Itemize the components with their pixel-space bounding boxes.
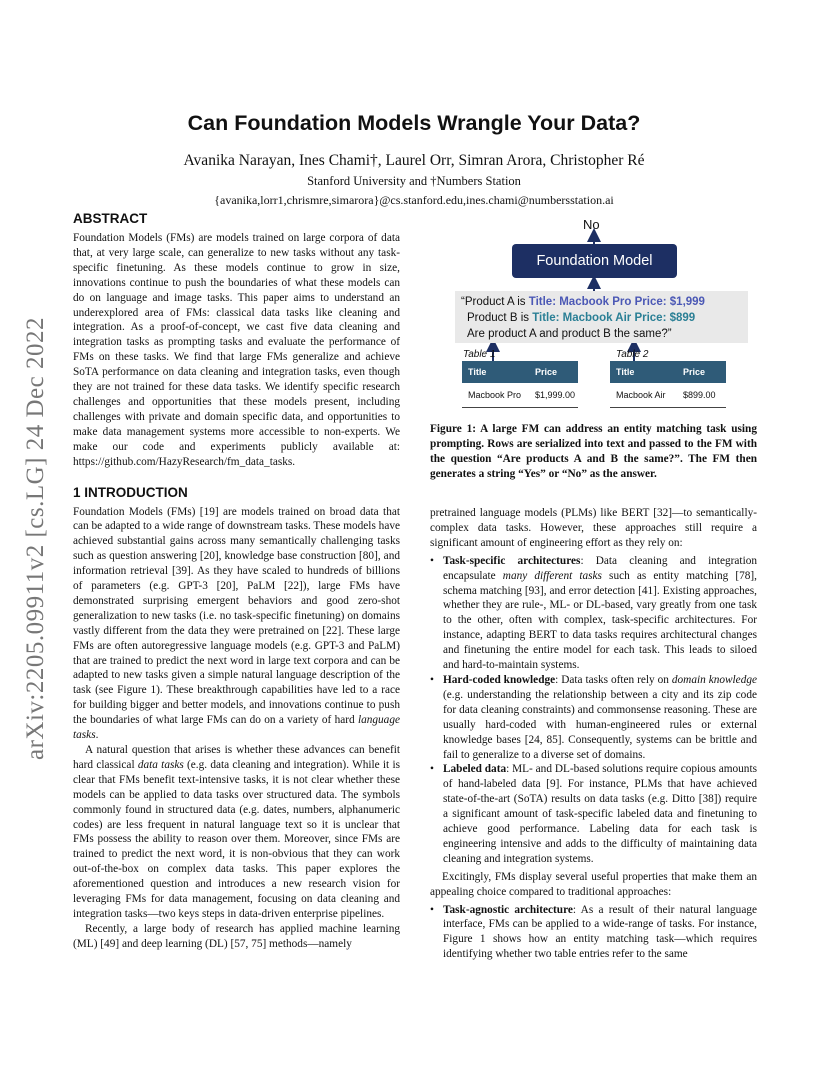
table2-row: Macbook Air $899.00 bbox=[610, 383, 726, 408]
paper-title: Can Foundation Models Wrangle Your Data? bbox=[187, 111, 641, 135]
right-paragraph-2: Excitingly, FMs display several useful properties that make them an appealing choice compared to traditional approaches: bbox=[430, 870, 757, 898]
list-item: • Labeled data: ML- and DL-based solutions require copious amounts of hand-labeled data [9]. For instance, PLMs that have achieved state-of-the-art (SoTA) results on data tasks (e.g. Ditto [38]) require a significant amount of task-specific labeled data and finetuning to achieve good performance. Labeling data for each task is engineering intensive and adds to the difficulty of maintaining data cleaning and integration systems. bbox=[430, 762, 757, 866]
list-item: • Hard-coded knowledge: Data tasks often rely on domain knowledge (e.g. understanding the relationship between a city and its zip code for data cleaning constraints) and commonsense reasoning. These are usually hard-coded with human-engineered rules or external knowledge bases [24, 85]. Consequently, systems can be brittle and fail to generalize to a diverse set of domains. bbox=[430, 673, 757, 762]
intro-paragraph-3: Recently, a large body of research has applied machine learning (ML) [49] and deep learning (DL) [57, 75] methods—namely bbox=[73, 922, 400, 950]
emails: {avanika,lorr1,chrismre,simarora}@cs.stanford.edu,ines.chami@numbersstation.ai bbox=[214, 193, 614, 207]
table-2 bbox=[610, 361, 726, 408]
challenges-list bbox=[430, 554, 757, 867]
prompt-line-3: Are product A and product B the same?” bbox=[467, 328, 672, 340]
table-1 bbox=[462, 361, 578, 408]
right-paragraph-1: pretrained language models (PLMs) like BERT [32]—to semantically-complex data tasks. However, these approaches still require a significant amount of engineering effort as they rely on: bbox=[430, 507, 757, 549]
left-column bbox=[73, 211, 400, 952]
abstract-heading: ABSTRACT bbox=[73, 211, 148, 226]
affiliation: Stanford University and †Numbers Station bbox=[307, 174, 521, 188]
figure-1 bbox=[450, 213, 750, 408]
table1-row: Macbook Pro $1,999.00 bbox=[462, 383, 578, 408]
intro-paragraph-1: Foundation Models (FMs) [19] are models trained on broad data that can be adapted to a wide range of downstream tasks. These models have achieved substantial gains across many semantically challenging tasks such as question answering [20], knowledge base construction [80], and information retrieval [39]. As they have scaled to hundreds of billions of parameters (e.g. GPT-3 [20], PaLM [22]), large FMs have demonstrated surprising emergent behaviors and good zero-shot generalization to new tasks (i.e. no task-specific finetuning) on domains vastly different from the data they were pretrained on [22]. These large FMs are often autoregressive language models (e.g. GPT-3 and PaLM) that are trained to predict the next word in large text corpora and can be adapted to new tasks given a simple natural language description of the task (see Figure 1). These breakthrough capabilities have led to a race for building bigger and better models, and innovations continue to push the boundaries of what large FMs can do on a variety of hard language tasks. bbox=[73, 505, 400, 742]
table1-label: Table 1 bbox=[463, 349, 496, 360]
prompt-line-2: Product B is Title: Macbook Air Price: $899 bbox=[467, 312, 696, 324]
intro-paragraph-2: A natural question that arises is whether these advances can benefit hard classical data tasks (e.g. data cleaning and integration). While it is clear that FMs benefit text-intensive tasks, it is not clear whether these models can be applied to data tasks over structured data. The symbols commonly found in structured data (e.g. dates, numbers, alphanumeric codes) are less frequent in natural language text so it is unclear that FMs possess the ability to reason over them. Moreover, since FMs are trained to predict the next word, it is non-obvious that they can work out-of-the-box on complex data tasks. This paper explores the aforementioned question and introduces a new research vision for leveraging FMs for data management, focusing on data cleaning and integration tasks—two keys steps in data-driven enterprise pipelines. bbox=[73, 744, 400, 920]
list-item: • Task-specific architectures: Data cleaning and integration encapsulate many different tasks such as entity matching [78], schema matching [93], and error detection [41]. Existing approaches, whether they are rule-, ML- or DL-based, vary greatly from one task to the other, often with complex, task-specific architectures. For instance, adapting BERT to data tasks requires architectural changes and finetuning the entire model for each task. This leads to siloed and hard-to-maintain systems. bbox=[430, 554, 757, 673]
intro-heading: 1 INTRODUCTION bbox=[73, 484, 188, 500]
figure-caption: Figure 1: A large FM can address an entity matching task using prompting. Rows are serialized into text and passed to the FM with the question “Are products A and B the same?”. The FM then generates a string “Yes” or “No” as the answer. bbox=[430, 423, 757, 480]
prompt-line-1: “Product A is Title: Macbook Pro Price: $1,999 bbox=[461, 296, 705, 308]
authors: Avanika Narayan, Ines Chami†, Laurel Orr, Simran Arora, Christopher Ré bbox=[183, 152, 645, 169]
abstract-text: Foundation Models (FMs) are models trained on large corpora of data that, at very large scale, can generalize to new tasks without any task-specific finetuning. As these models continue to grow in size, innovations continue to push the boundaries of what these models can do on language and image tasks. This paper aims to understand an underexplored area of FMs: classical data tasks like cleaning and integration. As a proof-of-concept, we cast five data cleaning and integration tasks as prompting tasks and evaluate the performance of FMs on these tasks. We find that large FMs generalize and achieve SoTA performance on data cleaning and integration tasks, even though they are not trained for these data tasks. We identify specific research challenges and opportunities that these models present, including challenges with private and domain specific data, and opportunities to make data management systems more accessible to non-experts. We make our code and experiments publicly available at: https://github.com/HazyResearch/fm_data_tasks. bbox=[73, 232, 400, 468]
properties-list bbox=[430, 903, 757, 963]
model-output: No bbox=[583, 217, 600, 232]
right-column bbox=[430, 506, 757, 965]
table1-header: Title Price bbox=[462, 361, 578, 383]
prompt-box bbox=[455, 291, 748, 343]
list-item: • Task-agnostic architecture: As a result of their natural language interface, FMs can be applied to a wide-range of tasks. For instance, Figure 1 shows how an entity matching task—which requires identifying whether two table entries refer to the same bbox=[430, 903, 757, 963]
table2-label: Table 2 bbox=[616, 349, 649, 360]
foundation-model-box: Foundation Model bbox=[512, 244, 677, 278]
arxiv-stamp: arXiv:2205.09911v2 [cs.LG] 24 Dec 2022 bbox=[22, 317, 49, 760]
table2-header: Title Price bbox=[610, 361, 726, 383]
